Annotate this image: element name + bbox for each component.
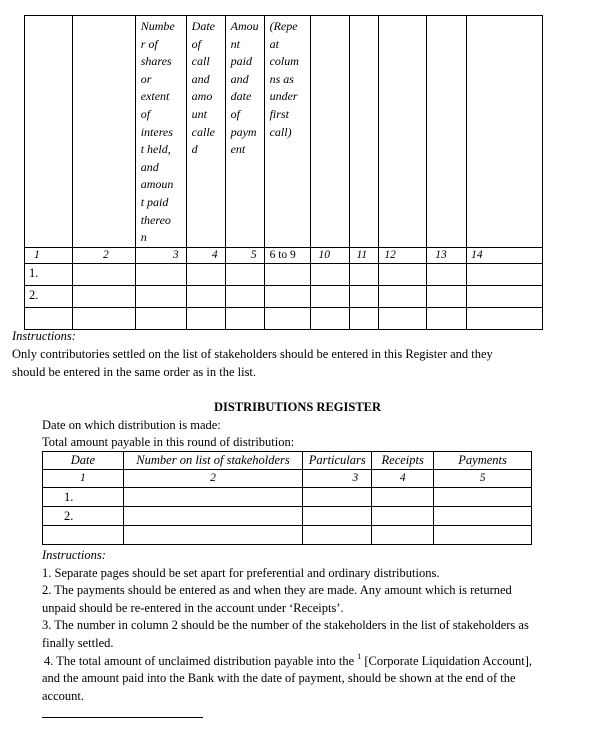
instruction-item: 1. Separate pages should be set apart for preferential and ordinary distributions. (42, 566, 440, 580)
column-number: 12 (379, 247, 427, 263)
header-cell-payment: Amou nt paid and date of paym ent (225, 16, 264, 248)
column-number: 10 (310, 247, 350, 263)
header-cell-repeat: (Repe at colum ns as under first call) (264, 16, 310, 248)
row-label: 1. (25, 263, 73, 285)
footnote-marker[interactable]: 1 (357, 652, 362, 661)
contributories-register-table (24, 15, 543, 330)
column-number: 14 (467, 247, 543, 263)
column-number: 11 (350, 247, 379, 263)
instructions-heading: Instructions: (12, 329, 76, 343)
column-number: 3 (135, 247, 186, 263)
instructions-text: Only contributories settled on the list of stakeholders should be entered in this Register and they (12, 347, 493, 361)
row-label (25, 307, 73, 329)
table-row (25, 263, 543, 285)
instruction-item: 4. The total amount of unclaimed distribution payable into the $^1$ [Corporate Liquidation Account], (44, 652, 533, 668)
header-cell-10 (310, 16, 350, 248)
column-number: 4 (372, 470, 434, 488)
column-header-number: Number on list of stakeholders (123, 452, 303, 470)
column-number-row (43, 470, 532, 488)
distributions-table (42, 451, 532, 545)
table-row (25, 285, 543, 307)
instruction-item: 3. The number in column 2 should be the number of the stakeholders in the list of stakeholders as (42, 618, 529, 632)
column-number: 4 (186, 247, 225, 263)
column-number: 13 (427, 247, 467, 263)
header-cell-13 (427, 16, 467, 248)
instructions-text: should be entered in the same order as in the list. (12, 365, 257, 379)
instruction-item: account. (42, 689, 84, 703)
column-number: 5 (434, 470, 532, 488)
header-cell-call: Date of call and amo unt calle d (186, 16, 225, 248)
instruction-item: and the amount paid into the Bank with the date of payment, should be shown at the end of the (42, 671, 516, 685)
distribution-date-label: Date on which distribution is made: (42, 418, 221, 432)
row-label: 2. (25, 285, 73, 307)
column-header-date: Date (43, 452, 124, 470)
column-header-payments: Payments (434, 452, 532, 470)
header-cell-shares: Numbe r of shares or extent of interes t held, and amoun t paid thereo n (135, 16, 186, 248)
row-label: 1. (43, 488, 124, 507)
column-number: 3 (303, 470, 372, 488)
table-row (25, 307, 543, 329)
column-number: 1 (25, 247, 73, 263)
column-number: 5 (225, 247, 264, 263)
column-header-receipts: Receipts (372, 452, 434, 470)
instruction-item: finally settled. (42, 636, 114, 650)
header-cell-14 (467, 16, 543, 248)
column-number: 6 to 9 (264, 247, 310, 263)
column-number: 2 (123, 470, 303, 488)
instruction-item: 2. The payments should be entered as and when they are made. Any amount which is returned (42, 583, 512, 597)
table-row (43, 488, 532, 507)
header-row (25, 16, 543, 248)
instructions-heading: Instructions: (42, 548, 106, 562)
header-cell-1 (25, 16, 73, 248)
distributions-register-title: DISTRIBUTIONS REGISTER (213, 400, 382, 414)
header-cell-12 (379, 16, 427, 248)
header-cell-11 (350, 16, 379, 248)
row-label (43, 526, 124, 545)
column-number-row (25, 247, 543, 263)
column-header-particulars: Particulars (303, 452, 372, 470)
distribution-total-label: Total amount payable in this round of distribution: (42, 435, 295, 449)
table-row (43, 526, 532, 545)
row-label: 2. (43, 507, 124, 526)
instruction-item: unpaid should be re-entered in the account under ‘Receipts’. (42, 601, 344, 615)
header-cell-2 (72, 16, 135, 248)
column-number: 1 (43, 470, 124, 488)
table-row (43, 507, 532, 526)
footnote-separator (42, 717, 203, 718)
header-row (43, 452, 532, 470)
column-number: 2 (72, 247, 135, 263)
